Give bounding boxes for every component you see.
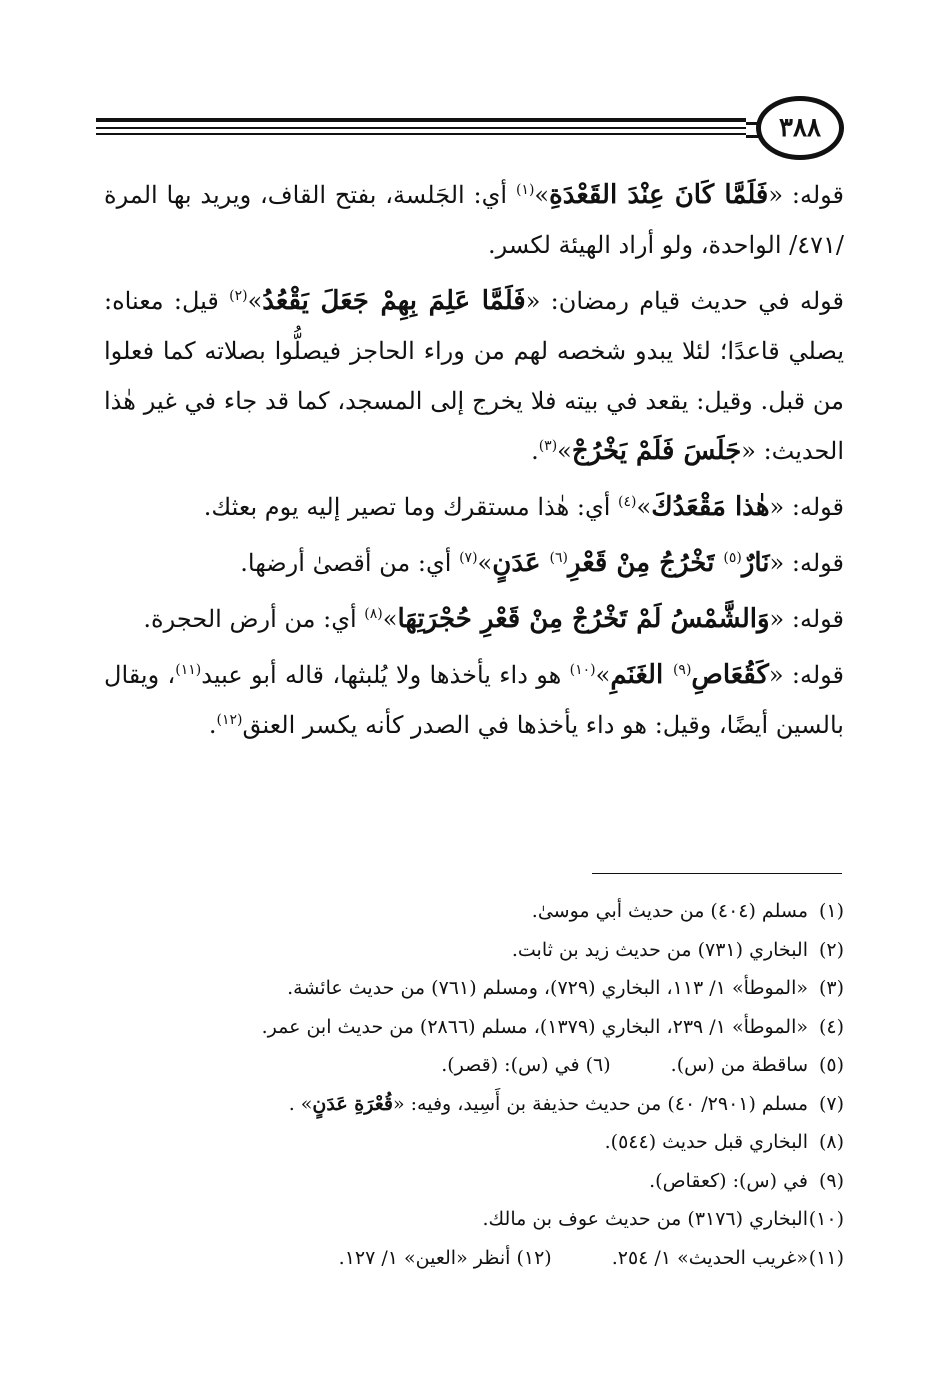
hadith-quote: نَارٌ [741,548,770,578]
footnote-item: (٣)«الموطأ» ١/ ١١٣، البخاري (٧٢٩)، ومسلم (٧٦١) من حديث عائشة. [287,977,844,999]
footnote-item: (١١)«غريب الحديث» ١/ ٢٥٤.(١٢) أنظر «العين» ١/ ١٢٧. [338,1246,844,1269]
paragraph: قوله: «فَلَمَّا كَانَ عِنْدَ القَعْدَةِ»$^{(١)}$ أي: الجَلسة، بفتح القاف، ويريد بها المرة /٤٧١/ الواحدة، ولو أراد الهيئة لكسر. [104,180,845,259]
hadith-quote: وَالشَّمْسُ لَمْ تَخْرُجْ مِنْ قَعْرِ حُجْرَتِهَا [397,604,770,634]
hadith-quote: فَلَمَّا كَانَ عِنْدَ القَعْدَةِ [549,180,769,210]
page-header [96,96,844,160]
footnote-divider [592,873,842,874]
header-rule [96,127,746,129]
paragraph: قوله في حديث قيام رمضان: «فَلَمَّا عَلِمَ بِهِمْ جَعَلَ يَقْعُدُ»$^{(٢)}$ قيل: معناه: يصلي قاعدًا؛ لئلا يبدو شخصه لهم من وراء الحاجز فيصلُّوا بصلاته كما فعلوا من قبل. وقيل: يقعد في بيته فلا يخرج إلى المسجد، كما قد جاء في غير هٰذا الحديث: «جَلَسَ فَلَمْ يَخْرُجْ»$^{(٣)}$. [104,286,845,466]
footnote-ref: (٧) [459,550,478,566]
footnotes [104,892,844,1277]
paragraph: قوله: «نَارٌ$^{(٥)}$ تَخْرُجُ مِنْ قَعْرِ$^{(٦)}$ عَدَنٍ»$^{(٧)}$ أي: من أقصىٰ أرضها. [240,548,844,578]
footnote-ref: (٨) [364,606,383,622]
hadith-quote: قُعْرَةِ عَدَنٍ [312,1092,393,1115]
footnote-ref: (١٠) [569,662,596,678]
hadith-quote: كَقُعَاصِ [691,660,769,690]
hadith-quote: هٰذا مَقْعَدُكَ [651,492,770,522]
footnote-ref: (٥) [723,550,742,566]
paragraph: قوله: «كَقُعَاصِ$^{(٩)}$ الغَنَمِ»$^{(١٠)}$ هو داء يأخذها ولا يُلبثها، قاله أبو عبيد$^{(١١)}$، ويقال بالسين أيضًا، وقيل: هو داء يأخذها في الصدر كأنه يكسر العنق$^{(١٢)}$. [104,660,845,739]
footnote-ref: (٣) [538,438,558,454]
footnote-item: (٨)البخاري قبل حديث (٥٤٤). [604,1131,844,1153]
header-rule [96,118,746,122]
header-rule [96,133,746,135]
paragraph: قوله: «هٰذا مَقْعَدُكَ»$^{(٤)}$ أي: هٰذا مستقرك وما تصير إليه يوم بعثك. [203,492,844,522]
page-number: ٣٨٨ [756,96,844,160]
footnote-ref: (١٢) [216,712,243,728]
hadith-quote: الغَنَمِ [610,660,673,690]
footnote-item: (٩)في (س): (كعقاص). [649,1169,844,1192]
footnote-ref: (٤) [618,494,637,510]
footnote-item: (١)مسلم (٤٠٤) من حديث أبي موسىٰ. [531,900,844,922]
footnote-item: (٥)ساقطة من (س).(٦) في (س): (قصر). [441,1054,844,1076]
footnote-item: (٧)مسلم (٢٩٠١/ ٤٠) من حديث حذيفة بن أَسِيد، وفيه: «قُعْرَةِ عَدَنٍ» . [288,1092,844,1115]
footnote-ref: (٢) [229,288,248,304]
hadith-quote: جَلَسَ فَلَمْ يَخْرُجْ [571,436,742,466]
footnote-item: (٢)البخاري (٧٣١) من حديث زيد بن ثابت. [511,938,844,961]
footnote-ref: (٩) [672,662,692,678]
footnote-ref: (٦) [549,550,569,566]
hadith-quote: عَدَنٍ [492,548,550,578]
hadith-quote: تَخْرُجُ مِنْ قَعْرِ [568,548,724,578]
paragraph: قوله: «وَالشَّمْسُ لَمْ تَخْرُجْ مِنْ قَعْرِ حُجْرَتِهَا»$^{(٨)}$ أي: من أرض الحجرة. [143,604,844,634]
footnote-ref: (١١) [175,662,202,678]
footnote-item: (٤)«الموطأ» ١/ ٢٣٩، البخاري (١٣٧٩)، مسلم (٢٨٦٦) من حديث ابن عمر. [261,1015,844,1038]
footnote-item: (١٠)البخاري (٣١٧٦) من حديث عوف بن مالك. [482,1208,844,1230]
footnote-ref: (١) [515,182,535,198]
main-text [104,170,844,756]
hadith-quote: فَلَمَّا عَلِمَ بِهِمْ جَعَلَ يَقْعُدُ [262,286,526,316]
